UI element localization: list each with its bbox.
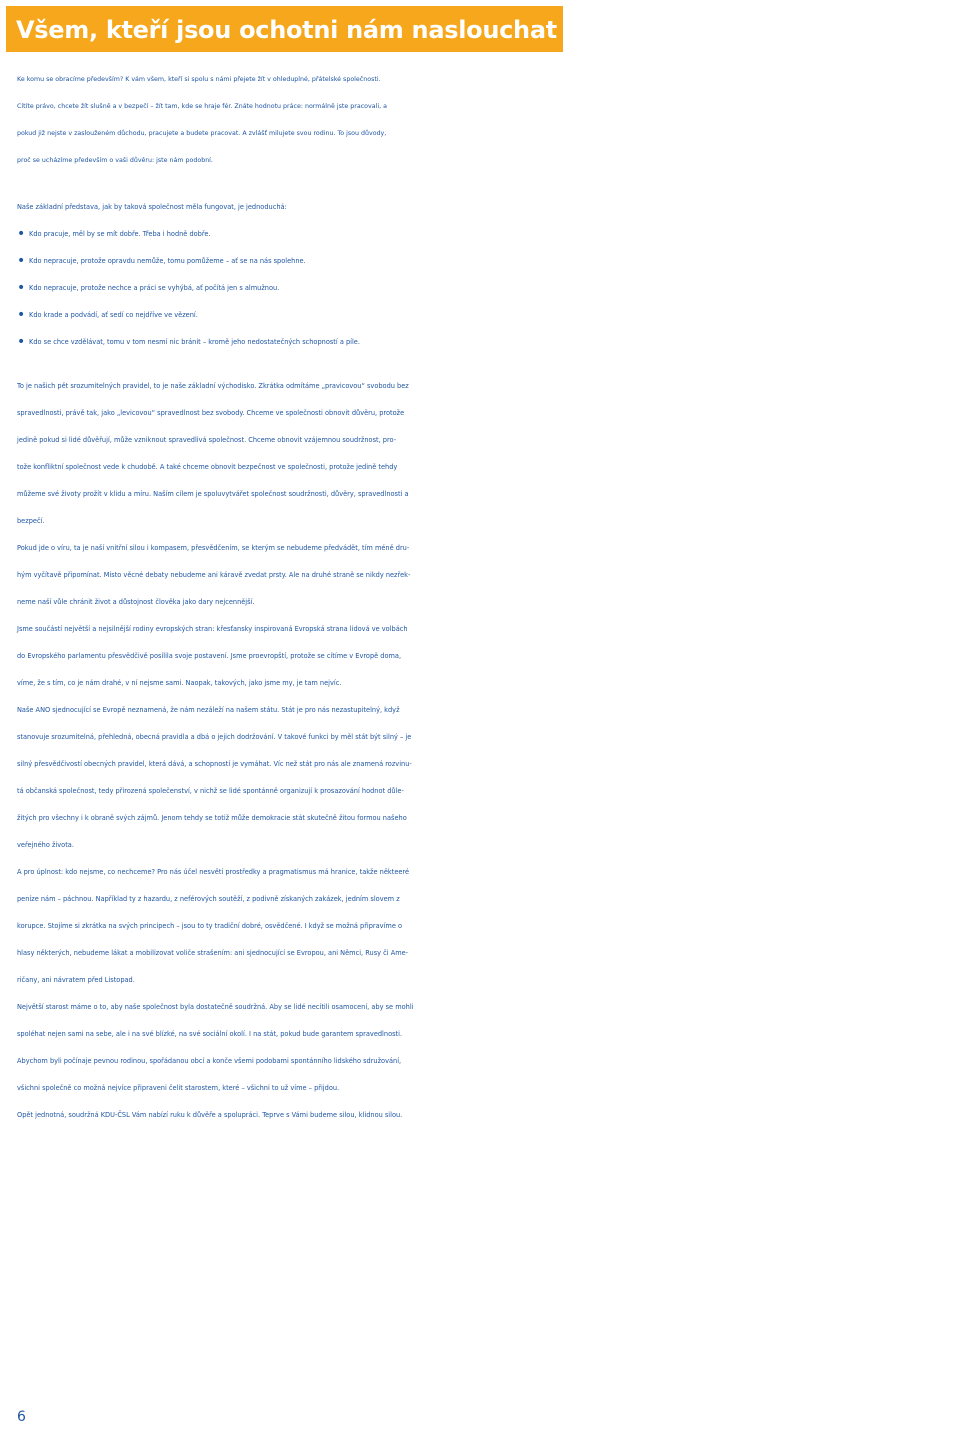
bullet-icon: • [17, 253, 26, 269]
bullet-icon: • [17, 280, 26, 296]
body-line: neme naší vůle chránit život a důstojnost člověka jako dary nejcennější. [17, 598, 255, 606]
intro-paragraph [17, 66, 957, 174]
body-line: hým vyčítavě připomínat. Místo věcné debaty nebudeme ani káravě zvedat prsty. Ale na druhé straně se nikdy nezřek- [17, 571, 411, 579]
body-line: Pokud jde o víru, ta je naší vnitřní silou i kompasem, přesvědčením, se kterým se nebudeme předvádět, tím méně dru- [17, 544, 410, 552]
body-line: Abychom byli počínaje pevnou rodinou, spořádanou obcí a konče všemi podobami spontánního lidského sdružování, [17, 1057, 402, 1065]
bullet-icon: • [17, 307, 26, 323]
list-item-text: Kdo se chce vzdělávat, tomu v tom nesmí nic bránit – kromě jeho nedostatečných schopností a píle. [29, 338, 360, 346]
body-line: korupce. Stojíme si zkrátka na svých principech – jsou to ty tradiční dobré, osvědčené. I když se možná připravíme o [17, 922, 403, 930]
body-line: stanovuje srozumitelná, přehledná, obecná pravidla a dbá o jejich dodržování. V takové funkci by měl stát být silný – je [17, 733, 412, 741]
body-line: Jsme součástí největší a nejsilnější rodiny evropských stran: křesťansky inspirovaná Evropská strana lidová ve volbách [17, 625, 408, 633]
principles-list [17, 221, 957, 356]
body-line: spoléhat nejen sami na sebe, ale i na své blízké, na své sociální okolí. I na stát, pokud bude garantem spravedlnosti. [17, 1030, 403, 1038]
list-item [17, 329, 957, 356]
body-line: Naše ANO sjednocující se Evropě neznamená, že nám nezáleží na našem státu. Stát je pro nás nezastupitelný, když [17, 706, 400, 714]
list-item-text: Kdo krade a podvádí, ať sedí co nejdříve ve vězení. [29, 311, 198, 319]
body-line: Opět jednotná, soudržná KDU-ČSL Vám nabízí ruku k důvěře a spolupráci. Teprve s Vámi budeme silou, klidnou silou. [17, 1111, 403, 1119]
body-line: všichni společně co možná nejvíce připraveni čelit starostem, které – všichni to už víme – přijdou. [17, 1084, 340, 1092]
body-line: do Evropského parlamentu přesvědčivě posílila svoje postavení. Jsme proevropští, protože se cítíme v Evropě doma, [17, 652, 402, 660]
body-line: A pro úplnost: kdo nejsme, co nechceme? Pro nás účel nesvětí prostředky a pragmatismus má hranice, takže někteeré [17, 868, 410, 876]
body-line: víme, že s tím, co je nám drahé, v ní nejsme sami. Naopak, takových, jako jsme my, je tam nejvíc. [17, 679, 342, 687]
list-item [17, 248, 957, 275]
list-item [17, 221, 957, 248]
principles-intro: Naše základní představa, jak by taková společnost měla fungovat, je jednoduchá: [17, 203, 287, 211]
body-line: jedině pokud si lidé důvěřují, může vzniknout spravedlivá společnost. Chceme obnovit vzájemnou soudržnost, pro- [17, 436, 397, 444]
body-line: můžeme své životy prožít v klidu a míru. Naším cílem je spoluvytvářet společnost soudržnosti, důvěry, spravedlnosti a [17, 490, 409, 498]
body-line: silný přesvědčivostí obecných pravidel, která dává, a schopností je vymáhat. Víc než stát pro nás ale znamená rozvinu- [17, 760, 412, 768]
intro-line: Cítíte právo, chcete žít slušně a v bezpečí – žít tam, kde se hraje fér. Znáte hodnotu práce: normálně jste pracovali, a [17, 103, 387, 110]
body-line: To je našich pět srozumitelných pravidel, to je naše základní východisko. Zkrátka odmítáme „pravicovou“ svobodu bez [17, 382, 409, 390]
body-line: peníze nám – páchnou. Například ty z hazardu, z neférových soutěží, z podivně získaných zakázek, jedním slovem z [17, 895, 400, 903]
body-line: veřejného života. [17, 841, 74, 849]
list-item-text: Kdo nepracuje, protože nechce a práci se vyhýbá, ať počítá jen s almužnou. [29, 284, 280, 292]
body-line: hlasy některých, nebudeme lákat a mobilizovat voliče strašením: ani sjednocující se Evropou, ani Němci, Rusy či Ame- [17, 949, 409, 957]
page-content [17, 66, 957, 1129]
intro-line: pokud již nejste v zaslouženém důchodu, pracujete a budete pracovat. A zvlášť milujete svou rodinu. To jsou důvody, [17, 130, 387, 137]
intro-line: proč se ucházíme především o vaši důvěru: jste nám podobní. [17, 157, 213, 164]
body-line: bezpečí. [17, 517, 45, 525]
list-item [17, 302, 957, 329]
body-line: tá občanská společnost, tedy přirozená společenství, v nichž se lidé spontánně organizují k prosazování hodnot důle- [17, 787, 404, 795]
title-banner [6, 6, 563, 52]
list-item-text: Kdo nepracuje, protože opravdu nemůže, tomu pomůžeme – ať se na nás spolehne. [29, 257, 306, 265]
body-line: ričany, ani návratem před Listopad. [17, 976, 135, 984]
body-line: Největší starost máme o to, aby naše společnost byla dostatečně soudržná. Aby se lidé necítili osamocení, aby se mohli [17, 1003, 414, 1011]
list-item [17, 275, 957, 302]
body-line: tože konfliktní společnost vede k chudobě. A také chceme obnovit bezpečnost ve společnosti, protože jedině tehdy [17, 463, 398, 471]
principles-section [17, 194, 957, 356]
body-line: spravedlnosti, právě tak, jako „levicovou“ spravedlnost bez svobody. Chceme ve společnosti obnovit důvěru, protože [17, 409, 405, 417]
page-number: 6 [17, 1409, 26, 1425]
bullet-icon: • [17, 334, 26, 350]
list-item-text: Kdo pracuje, měl by se mít dobře. Třeba i hodně dobře. [29, 230, 211, 238]
body-line: žitých pro všechny i k obraně svých zájmů. Jenom tehdy se totiž může demokracie stát skutečně žitou formou našeho [17, 814, 407, 822]
page-title: Všem, kteří jsou ochotni nám naslouchat [16, 16, 557, 44]
bullet-icon: • [17, 226, 26, 242]
body-text [17, 373, 957, 1129]
intro-line: Ke komu se obracíme především? K vám všem, kteří si spolu s námi přejete žít v ohleduplné, přátelské společnosti. [17, 76, 381, 83]
